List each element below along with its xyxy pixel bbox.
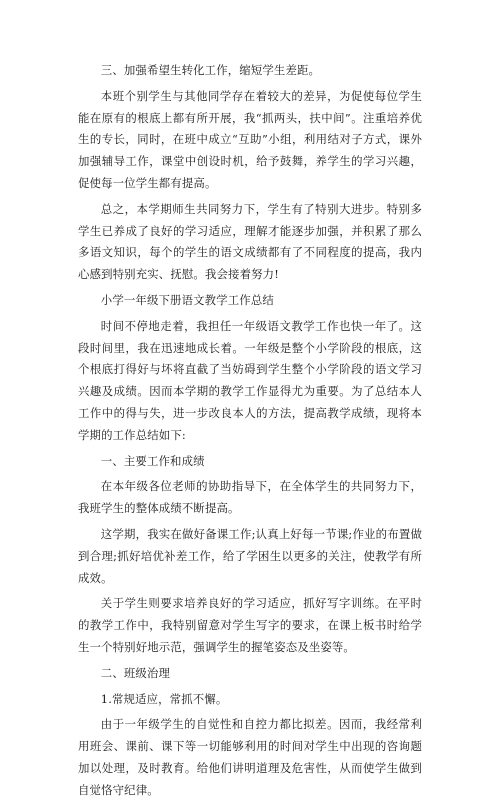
paragraph-4: 在本年级各位老师的协助指导下，在全体学生的共同努力下，我班学生的整体成绩不断提高。 [78, 479, 422, 516]
paragraph-2: 总之，本学期师生共同努力下，学生有了特别大进步。特别多学生已养成了良好的学习适应，理解才能逐步加强，并积累了那么多语文知识，每个的学生的语文成绩都有了不同程度的提高，我内心感到特别充实、抚慰。我会接着努力! [78, 201, 422, 282]
document-title: 小学一年级下册语文教学工作总结 [100, 292, 274, 307]
document-body [78, 60, 422, 802]
paragraph-5: 这学期，我实在做好备课工作;认真上好每一节课;作业的布置做到合理;抓好培优补差工作，给了学困生以更多的关注，使教学有所成效。 [78, 526, 422, 585]
section-heading-3: 三、加强希望生转化工作，缩短学生差距。 [100, 63, 321, 77]
section-heading-2: 二、班级治理 [100, 665, 171, 680]
paragraph-6: 关于学生则要求培养良好的学习适应，抓好写字训练。在平时的教学工作中，我特别留意对学生写字的要求，在课上板书时给学生一个特别好地示范，强调学生的握笔姿态及坐姿等。 [78, 596, 422, 654]
subsection-heading-1: 1.常规适应，常抓不懈。 [100, 691, 228, 706]
paragraph-1: 本班个别学生与其他同学存在着较大的差异，为促使每位学生能在原有的根底上都有所开展，我“抓两头，扶中间”。注重培养优生的专长，同时，在班中成立“互助”小组，利用结对子方式，课外加强辅导工作，课堂中创设时机，给予鼓舞，养学生的学习兴趣，促使每一位学生都有提高。 [78, 88, 422, 190]
section-heading-1: 一、主要工作和成绩 [100, 453, 205, 468]
paragraph-7: 由于一年级学生的自觉性和自控力都比拟差。因而，我经常利用班会、课前、课下等一切能够利用的时间对学生中出现的咨询题加以处理，及时教育。给他们讲明道理及危害性，从而使学生做到自觉恪守纪律。 [78, 717, 422, 797]
paragraph-3: 时间不停地走着，我担任一年级语文教学工作也快一年了。这段时间里，我在迅速地成长着。一年级是整个小学阶段的根底，这个根底打得好与坏将直截了当妨碍到学生整个小学阶段的语文学习兴趣及成绩。因而本学期的教学工作显得尤为重要。为了总结本人工作中的得与失，进一步改良本人的方法，提高教学成绩，现将本学期的工作总结如下: [78, 318, 422, 442]
